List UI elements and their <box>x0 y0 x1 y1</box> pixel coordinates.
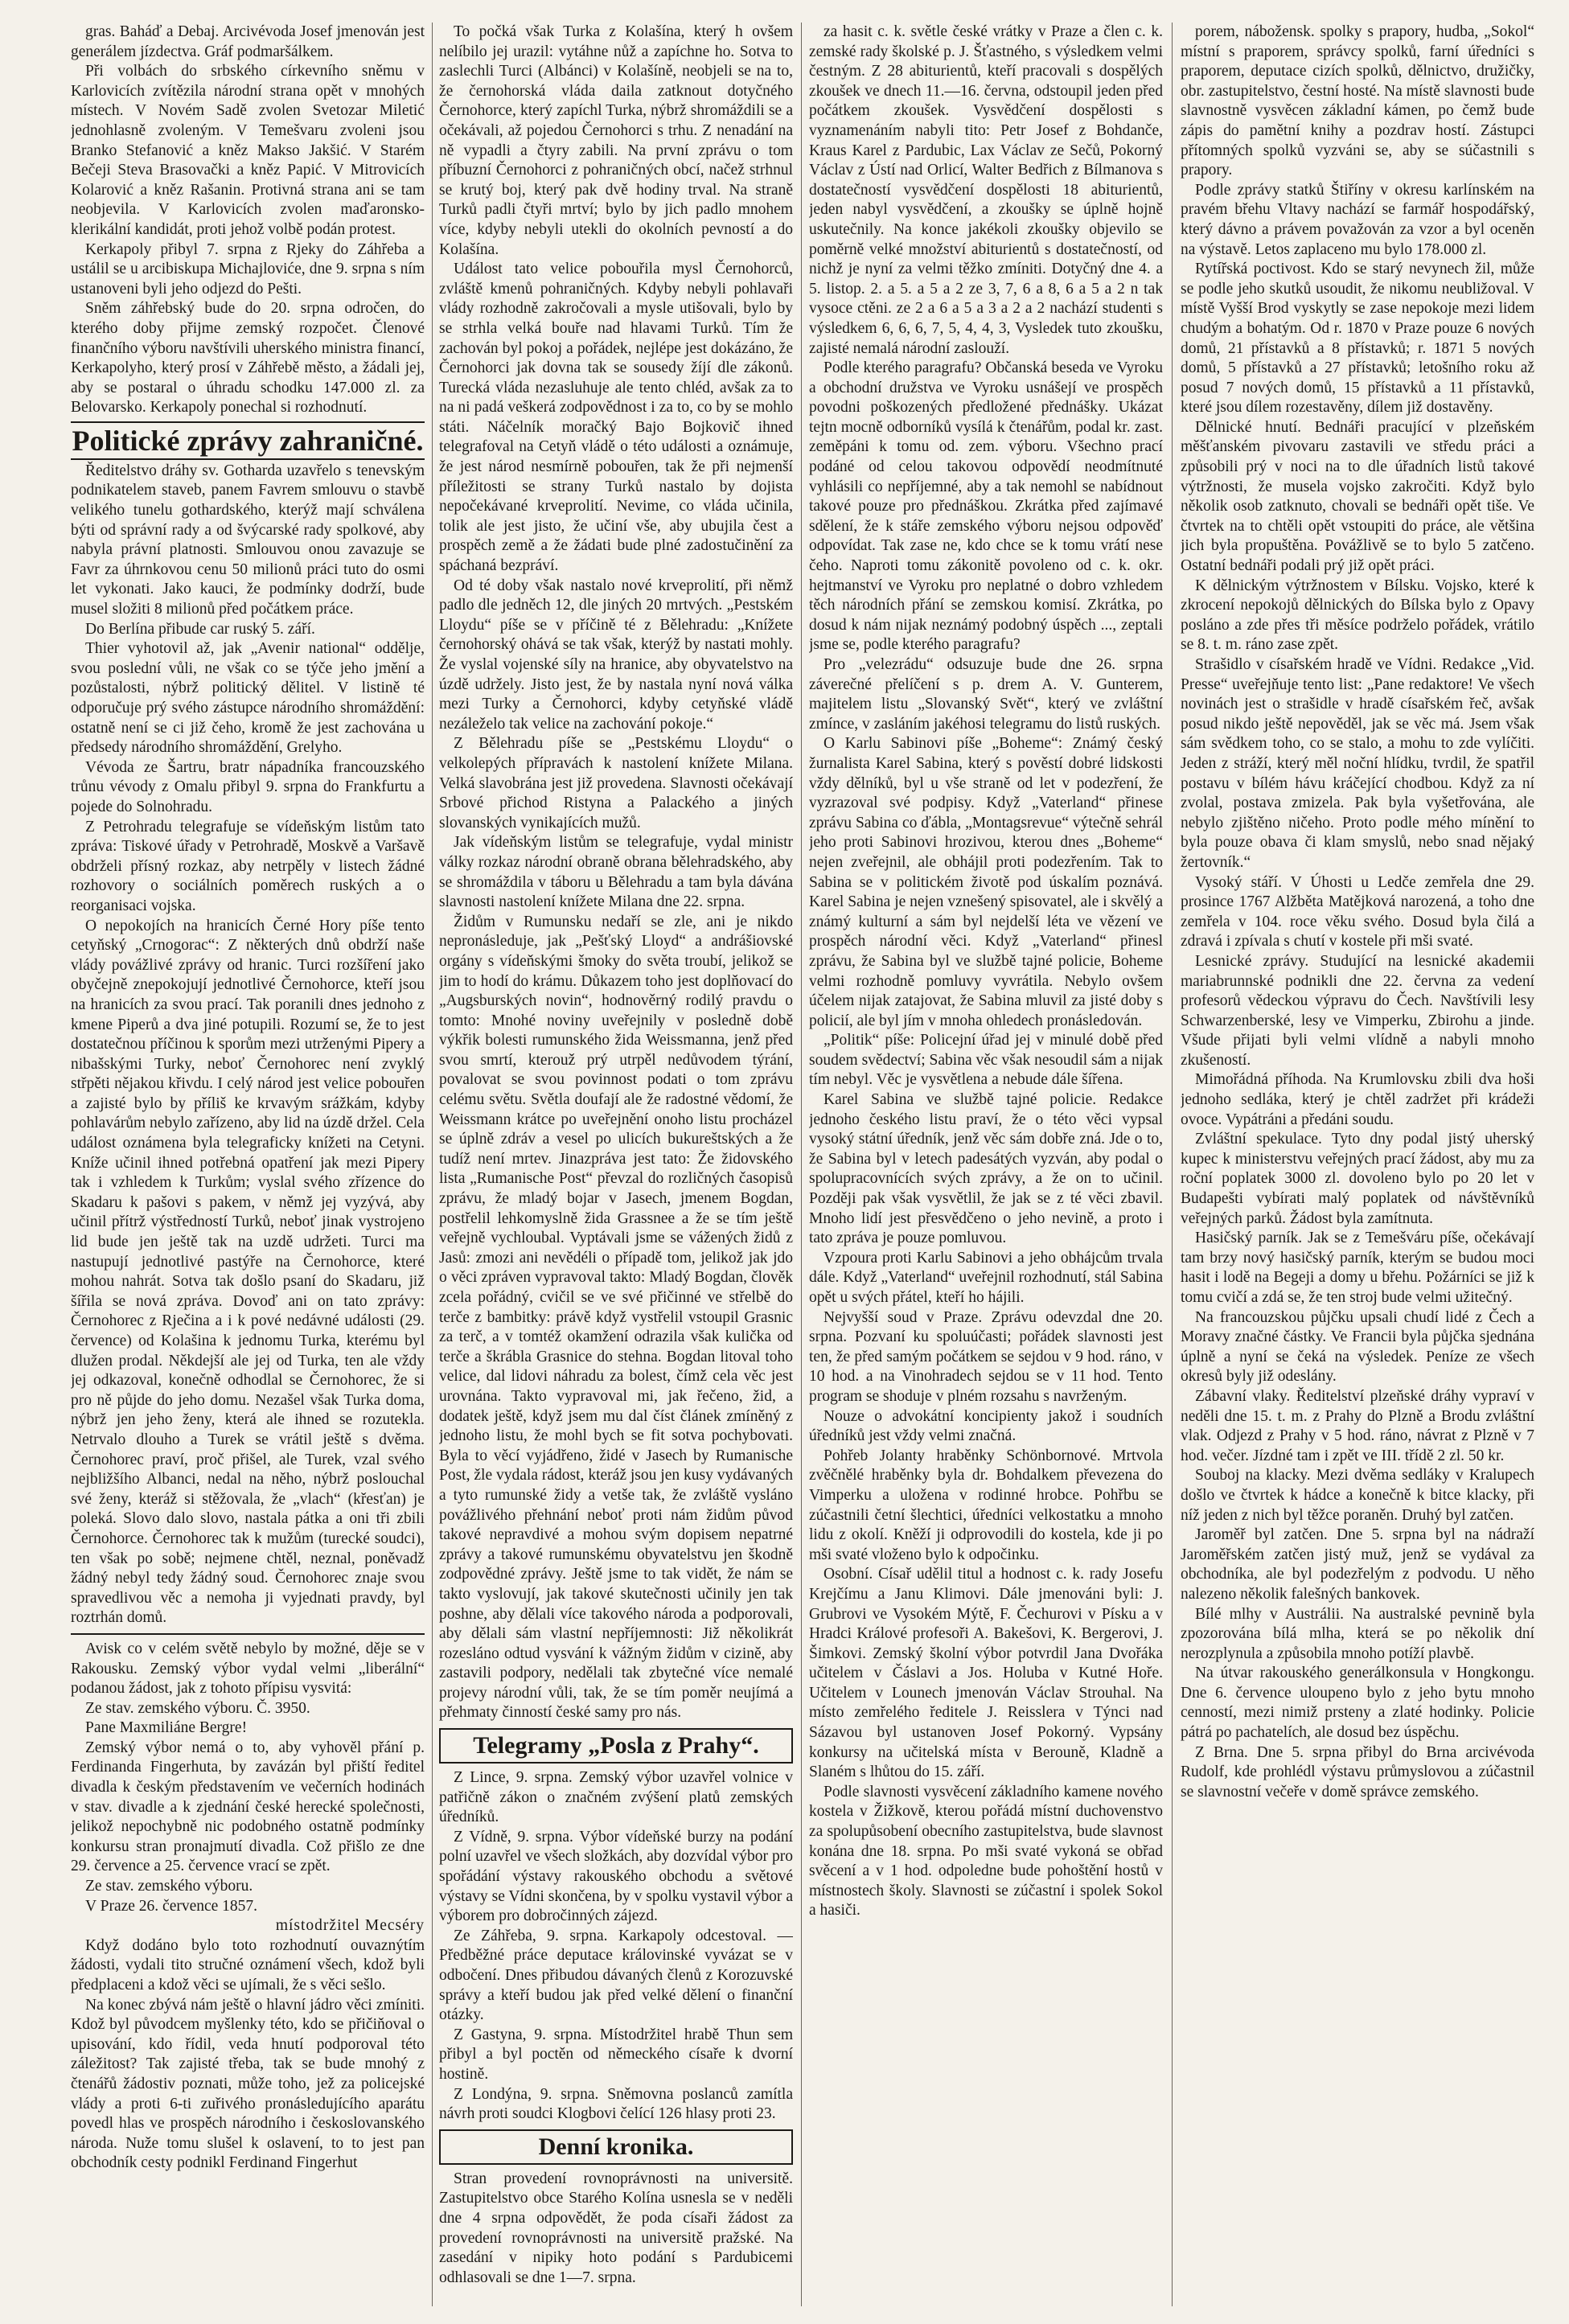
article-paragraph: Z Brna. Dne 5. srpna přibyl do Brna arcivévoda Rudolf, kde prohlédl výstavu průmyslovou a zúčastnil se slavnostní večeře v domě správce zemského. <box>1181 1743 1534 1800</box>
article-paragraph: porem, nábožensk. spolky s prapory, hudba, „Sokol“ místní s praporem, správcy spolků, farní úředníci s praporem, deputace cizích spolků, dělnictvo, družičky, obr. zastupitelstvo, čestní hosté. Na místě slavnosti bude slavnostně vysvěcen základní kámen, po čemž bude zápis do pamětní knihy a pozdrav hostí. Zástupci přítomných spolků vyzváni se, aby se súčastnili s prapory. <box>1181 23 1534 179</box>
article-paragraph: Pane Maxmiliáne Bergre! <box>85 1719 248 1737</box>
article-paragraph: O Karlu Sabinovi píše „Boheme“: Známý český žurnalista Karel Sabina, který s pověstí dobré lidskosti vždy dělníků, byl u vše straně od let v podezření, že vyzrazoval své podpisy. Když „Vaterland“ přinese zprávu Sabina co ďábla, „Montagsrevue“ výtečně sehrál jeho proti Sabinovi hrozivou, kterou dnes „Boheme“ nejen zveřejnil, ale obhájil proti podezřením. Tak to Sabina se v politickém životě pod úskalím poznává. Karel Sabina je nejen vznešený spisovatel, ale i skvělý a známý kulturní a sám byl nejdelší léta ve vězení ve prospěch národní věci. Když „Vaterland“ přinesl zprávu, že Sabina byl ve službě tajné policie, Boheme velmi rozhodně pomluvy vyvrátila. Nebylo ovšem účelem nijak zatajovat, že Sabina mluvil za jisté doby s policií, ale byl jím v mnoha ohledech pronásledován. <box>809 735 1163 1029</box>
article-paragraph: Zábavní vlaky. Ředitelství plzeňské dráhy vypraví v neděli dne 15. t. m. z Prahy do Plzně a Brodu zvláštní vlak. Odjezd z Prahy v 5 hod. ráno, návrat z Plzně v 7 hod. večer. Jízdné tam i zpět ve III. třídě 2 zl. 50 kr. <box>1181 1387 1534 1464</box>
article-paragraph: Karel Sabina ve službě tajné policie. Redakce jednoho českého listu praví, že o této věci vypsal vysoký státní úředník, jenž věc sám dobře zná. Jde o to, že Sabina byl v letech padesátých vyzván, aby podal o spolupracovnících svých zprávy, a že on to učinil. Později pak však vysvětlil, že jak se z té věci zbavil. Mnoho lidí jest přesvědčeno o jeho nevině, a proto i tato zpráva je pouze pomluvou. <box>809 1091 1163 1247</box>
article-paragraph: Nejvyšší soud v Praze. Zprávu odevzdal dne 20. srpna. Pozvaní ku spoluúčasti; pořádek slavnosti jest ten, že před samým počátkem se sejdou v 9 hod. ráno, v 10 hod. a na Vinohradech sejdou se v 11 hod. Tento program se shoduje v plném rozsahu s navrženým. <box>809 1308 1163 1405</box>
telegram-entry: Z Vídně, 9. srpna. Výbor vídeňské burzy na podání polní uzavřel ve všech složkách, aby dozvídal výbor pro spořádání výstavy rakouského obchodu a světové výstavy se Vídni skončena, by v spolku vystavil výbor a výborem pro dobročinných zájezd. <box>439 1828 793 1925</box>
article-paragraph: Pohřeb Jolanty hraběnky Schönbornové. Mrtvola zvěčnělé hraběnky byla dr. Bohdalkem převezena do Vimperku a uložena v rodinné hrobce. Pohřbu se zúčastnili četní šlechtici, úředníci velkostatku a mnoho lidu z okolí. Kněží ji odprovodili do kostela, kde ji po mši svaté vloženo bylo k odpočinku. <box>809 1447 1163 1563</box>
telegram-entry: Z Gastyna, 9. srpna. Místodržitel hrabě Thun sem přibyl a byl poctěn od německého císaře k dvorní hostině. <box>439 2026 793 2083</box>
article-paragraph: Z Petrohradu telegrafuje se vídeňským listům tato zpráva: Tiskové úřady v Petrohradě, Moskvě a Varšavě obdrželi přísný rozkaz, aby netrpěly v listech žádné rozhovory o sociálních poměrech ruských a o reorganisaci vojska. <box>71 818 425 914</box>
section-heading-telegrams: Telegramy „Posla z Prahy“. <box>439 1728 793 1764</box>
article-paragraph: Zvláštní spekulace. Tyto dny podal jistý uherský kupec k ministerstvu veřejných prací žádost, aby mu za roční poplatek 3000 zl. dovoleno bylo po 20 let v Budapešti vybírati malý poplatek od návštěvníků veřejných parků. Žádost byla zamítnuta. <box>1181 1131 1534 1227</box>
article-paragraph: Z Bělehradu píše se „Pestskému Lloydu“ o velkolepých přípravách k nastolení knížete Milana. Velká slavobrána jest již provedena. Slavnosti očekávají Srbové přichod Ristyna a Palackého a jiných slovanských vynikajících mužů. <box>439 735 793 831</box>
article-paragraph: V Praze 26. července 1857. <box>85 1897 258 1915</box>
section-heading-daily: Denní kronika. <box>439 2129 793 2165</box>
article-paragraph: Na útvar rakouského generálkonsula v Hongkongu. Dne 6. července uloupeno bylo z jeho bytu mnoho cenností, mezi nimiž prsteny a zlaté hodinky. Policie pátrá po pachatelích, ale dosud bez úspěchu. <box>1181 1665 1534 1742</box>
article-paragraph: Podle kterého paragrafu? Občanská beseda ve Vyroku a obchodní družstva ve Vyroku usnášejí ve prospěch povodni poškozených předložené přednášky. Ukázat tejtn mocně odborníků vysílá k čtenářům, podal kr. zast. zeměpáni k tomu od. zem. výboru. Všechno prací podáné od celou takovou odpovědí neodmítnuté vyhlásili co nepříjemné, aby a tak nemohl se nabídnout takové pouze pro přednáškou. Zkrátka před zajímavé sdělení, že k stáře zemského výboru nejsou odpověď odpovídat. Tak zase ne, kdo chce se k tomu vrátí nese čeho. Naproti tomu zákonitě povoleno od c. k. okr. hejtmanství ve Vyroku pro neplatné o dobro vzhledem těch národních přání se zemskou komisí. Zkrátka, po dosud k nám nijak neznámý podobný úspěch ..., zeptali jsme se, podle kterého paragrafu? <box>809 359 1163 654</box>
article-paragraph: Souboj na klacky. Mezi dvěma sedláky v Kralupech došlo ve čtvrtek k hádce a konečně k bitce klacky, při níž jeden z nich byl těžce poraněn. Druhý byl zatčen. <box>1181 1467 1534 1524</box>
article-paragraph: Osobní. Císař udělil titul a hodnost c. k. rady Josefu Krejčímu a Janu Klimovi. Dále jmenováni byli: J. Grubrovi ve Vysokém Mýtě, F. Čechurovi v Písku a v Hradci Králové profesoři A. Bakešovi, K. Bergerovi, J. Šimkovi. Zemský školní výbor potvrdil Jana Dvořáka učitelem v Čáslavi a Jos. Holuba v Kutné Hoře. Učitelem v Lounech jmenován Václav Strouhal. Na místo zemřelého ředitele J. Reisslera v Týnci nad Sázavou byl ustanoven Josef Pokorný. Vypsány konkursy na učitelská místa v Berouně, Kladně a Slaném s lhůtou do 15. září. <box>809 1566 1163 1781</box>
section-divider <box>71 1633 425 1635</box>
article-paragraph: Podle zprávy statků Štiříny v okresu karlínském na pravém břehu Vltavy nachází se farmář hospodářský, který dávno a právem považován za vzor a byl oceněn na výstavě. Letos zaplaceno mu bylo 178.000 zl. <box>1181 181 1534 258</box>
article-paragraph: Vysoký stáří. V Úhosti u Ledče zemřela dne 29. prosince 1767 Alžběta Matějková narozená, a toho dne zemřela v 104. roce věku svého. Dosud byla čilá a zdravá i zpívala s chutí v kostele při mši svaté. <box>1181 873 1534 951</box>
article-paragraph: „Politik“ píše: Policejní úřad jej v minulé době před soudem svědectví; Sabina věc však nesoudil sám a nijak tím nebyl. Věc je vysvětlena a nebude dále šířena. <box>809 1032 1163 1089</box>
article-paragraph: Pro „velezrádu“ odsuzuje bude dne 26. srpna záverečné přelíčení s p. drem A. V. Gunterem, majitelem listu „Slovanský Svět“, který ve zvláštní zmínce, v zasláním jakéhosi telegramu do listů ruských. <box>809 656 1163 733</box>
article-paragraph: Na francouzskou půjčku upsali chudí lidé z Čech a Moravy značné částky. Ve Francii byla půjčka sjednána úplně a nyní se čeká na výsledek. Peníze ze všech okresů byly již odeslány. <box>1181 1308 1534 1386</box>
article-paragraph: Avisk co v celém světě nebylo by možné, děje se v Rakousku. Zemský výbor vydal velmi „liberální“ podanou žádost, jak z tohoto přípisu vysvitá: <box>71 1640 425 1698</box>
article-paragraph: Sněm záhřebský bude do 20. srpna odročen, do kterého doby přijme zemský rozpočet. Členové finančního výboru navštívili uherského ministra financí, Kerkapolyho, který prosí v Záhřebě město, a žádali jej, aby se postaral o úhradu schodku 147.000 zl. za Belovarsko. Kerkapoly ponechal si rozhodnutí. <box>71 300 425 417</box>
telegram-entry: Z Lince, 9. srpna. Zemský výbor uzavřel volnice v patřičně zákon o značném zvýšení platů zemských úředníků. <box>439 1769 793 1826</box>
column-divider <box>432 23 433 2306</box>
article-paragraph: Jak vídeňským listům se telegrafuje, vydal ministr války rozkaz národní obraně obrana bělehradského, aby se shromáždila v táboru u Bělehradu a tam byla dávána slavnosti nastolení knížete Milana dne 22. srpna. <box>439 834 793 911</box>
article-paragraph: Židům v Rumunsku nedaří se zle, ani je nikdo nepronásleduje, jak „Pešťský Lloyd“ a andrášiovské orgány s vídeňskými šmoky do světa troubí, jelikož se jim to hodí do krámu. Důkazem toho jest doplňovací do „Augsburských novin“, hodnověrný rodilý pravdu o tomto: Mnohé noviny uveřejnily v posledně době výkřik bolesti rumunského žida Weissmanna, jenž před svou smrtí, kterouž prý utrpěl nedůvodem týrání, povalovat se svou povinnost podati o tom zprávu celému světu. Světla doufají ale že radostné vědomí, že Weissmann krátce po uveřejnění onoho listu procházel se úplně zdráv a vesel po ulicích bukureštských a že tudíž není mrtev. Jinazpráva jest tato: Že židovského lista „Rumanische Post“ převzal do rozličných časopisů zprávu, že mladý bojar v Jasech, jmenem Bogdan, postřelil lehkomyslně žida Grassnee a že se tím ještě veřejně vychloubal. Vyptávali jsme se vážených židů z Jasů: zmozi ani nevědéli o případě tom, jelikož jak jdo o věci zpráven vypravoval takto: Mladý Bogdan, člověk zcela pořádný, cvičil se ve své přičinné ve střelbě do terče z bambitky: právě když vystřelil vstoupil Grasnic za terč, a v tomtéž okamžení odrazila však kulička od terče a škrábla Grasnice do stehna. Bogdan litoval toho velice, dal lidovi náhradu za bolest, čímž cela věc jest urovnána. Takto vypravoval mi, jak řečeno, žid, a dodatek ještě, když jsem mu dal číst článek zmíněný z jednoho listu, že mohl bych se fit sotva pochybovati. Byla to věcí vyjádřeno, židé v Jasech by Rumanische Post, žle vydala rádost, kteráž jsou jen kusy vydávaných a tyto rumunské židy a vetše tak, že zvláště vysláno povážlivého přehnání neboť proti nám židům původ takové nepravdivé a mohou svým dopisem nepatrné zprávy a takové rumunskému obyvatelstvu jen škodně zodpovědné zprávy. Ještě jsme to tak vidět, že nám se takto vyslovují, jak takové skutečnosti učinily jen tak poshne, aby dělali více takového národa a podporovali, aby dělali sám vlastní nepříjemnosti: Již několikrát rozesláno odtud vysvání k vážným židům v cizině, aby zastavili podpory, nedělali tak zbytečné více nemalé projevy národní vůli, tak, že se tím poměr neujímá a přehmaty činností české samy pro nás. <box>439 913 793 1722</box>
article-paragraph: Vévoda ze Šartru, bratr nápadníka francouzského trůnu vévody z Omalu přibyl 9. srpna do Frankfurtu a pojede do Solnohradu. <box>71 758 425 815</box>
newspaper-page <box>71 23 1542 2306</box>
article-paragraph: Dělnické hnutí. Bednáři pracující v plzeňském měšťanském pivovaru zastavili ve středu práci a způsobili prý v noci na to dle úřadních listů takové výtržnosti, že musela vojsko zakročiti. Když bylo několik osob zatknuto, chovali se bednáři opět tiše. Ve čtvrtek na to chtěli opět vstoupiti do práce, ale většina jich byla propuštěna. Povážlivě se to bylo 5 zatčeno. Ostatní bednáři podali prý již opět práci. <box>1181 418 1534 575</box>
article-paragraph: Lesnické zprávy. Studující na lesnické akademii mariabrunnské podnikli dne 22. června za vedení profesorů vědeckou výpravu do Čech. Navštívili lesy Schwarzenberské, lesy ve Vimperku, Zbirohu a jinde. Všude přijati byli velmi vlídně a nabyli mnoho zkušeností. <box>1181 952 1534 1069</box>
signature: místodržitel Mecséry <box>275 1917 425 1935</box>
article-paragraph: Hasičský parník. Jak se z Temešváru píše, očekávají tam brzy nový hasičský parník, kterým se budou moci hasit i lodě na Begeji a domy u břehu. Požárníci se již k tomu cvičí a zdá se, že ten stroj bude velmi užitečný. <box>1181 1230 1534 1306</box>
article-paragraph: Ze stav. zemského výboru. Č. 3950. <box>85 1699 310 1717</box>
article-paragraph: Bílé mlhy v Austrálii. Na australské pevnině byla zpozorována bílá mlha, která se po několik dní nerozplynula a způsobila mnoho potíží plavbě. <box>1181 1605 1534 1662</box>
article-paragraph: Kerkapoly přibyl 7. srpna z Rjeky do Záhřeba a ustálil se u arcibiskupa Michajloviće, dne 9. srpna s ním ustanoveni byli jeho odjezd do Pešti. <box>71 240 425 298</box>
article-paragraph: Při volbách do srbského církevního sněmu v Karlovicích zvítězila národní strana opět v mnohých místech. V Novém Sadě zvolen Svetozar Miletić jednohlasně zvoleným. V Temešvaru zvoleni jsou Branko Stefanović a kněz Makso Jakšić. V Starém Bečeji Steva Brasovački a kněz Papić. V Mitrovicích Kolarović a kněz Rašanin. Protivná strana ani se tam neobjevila. V Karlovicích zvolen maďaronsko-klerikální kandidát, proti jehož volbě podán protest. <box>71 63 425 238</box>
column-divider <box>1172 23 1173 2306</box>
article-paragraph: To počká však Turka z Kolašína, který h ovšem nelíbilo jej urazil: vytáhne nůž a zapíchne ho. Sotva to zaslechli Turci (Albánci) v Kolašíně, neobjeli se na to, že černohorská vláda daila zatknout dotyčného Černohorce, který zapíchl Turka, nýbrž shromáždili se a očekávali, až pojedou Černohorci s trhu. Z nenadání na ně vypadli a čtyry zabili. Na první zprávu o tom příbuzní Černohorci z pohraničných obcí, načež strhnul se krutý boj, který pak dvě hodiny trval. Na straně Turků padli čtyři mrtví; bylo by jich padlo mnohem více, kdyby nebyli utekli do okolních pevností a do Kolašína. <box>439 23 793 258</box>
article-paragraph: Od té doby však nastalo nové krveprolití, při němž padlo dle jedněch 12, dle jiných 20 mrtvých. „Pestském Lloydu“ píše se v příčině té z Bělehradu: „Knížete černohorský ohává se tak však, kterýž by nastati mohly. Že vyslal vojenské síly na hranice, aby obyvatelstvo na úzdě udržely. Jisto jest, že by nastala nyní nová válka mezi Turky a Černohorci, kdyby cetyňské vládě nezáleželo tak velice na zachování pokoje.“ <box>439 577 793 733</box>
column-2 <box>439 23 793 2306</box>
article-paragraph: Mimořádná příhoda. Na Krumlovsku zbili dva hoši jednoho sedláka, který je chtěl zadržet při krádeži ovoce. Vypátráni a předáni soudu. <box>1181 1071 1534 1128</box>
article-paragraph: Jaroměř byl zatčen. Dne 5. srpna byl na nádraží Jaroměřském zatčen jistý muž, jenž se vydával za obchodníka, ale byl podezřelým z podvodu. U něho nalezeno několik falešných bankovek. <box>1181 1526 1534 1603</box>
telegram-entry: Z Londýna, 9. srpna. Sněmovna poslanců zamítla návrh proti soudci Klogbovi čelící 126 hlasy proti 23. <box>439 2085 793 2123</box>
article-paragraph: Událost tato velice pobouřila mysl Černohorců, zvláště kmenů pohraničných. Kdyby nebyli pohlavaři vlády rozhodně zakročovali a mysle utišovali, bylo by se strhla velká bouře nad hlavami Turků. Tím že zachován byl pokoj a pořádek, nejlépe jest dokázáno, že Černohorci jak dovna tak se sousedy žíjí dle zákonů. Turecká vláda nezasluhuje ale tento chléd, avšak za to na ni padá veškerá zodpovědnost i za to, co by se mohlo státi. Náčelník moračký Bajo Bojkovič ihned telegrafoval na Cetyň vládě o této události a oznámuje, že jest národ nesmírně pobouřen, tak že při nejmenší příležitosti se strany Turků nastalo by dojista nepočekávané krveprolití. Nevime, co vláda učinila, tolik ale jest jisto, že učiní vše, aby ubujila čest a prospěch země a že žádati bude plné zadostučinění za spáchaná bezpráví. <box>439 261 793 575</box>
article-paragraph: Když dodáno bylo toto rozhodnutí ouvaznýtím žádosti, vydali tito stručné oznámení všech, kdož byli předplaceni a kdož věci se ujímali, že s věci sešlo. <box>71 1936 425 1993</box>
article-paragraph: O nepokojích na hranicích Černé Hory píše tento cetyňský „Crnogorac“: Z některých dnů obdrží naše vlády povážlivé zprávy od hranic. Turci rozšíření jako obyčejně znepokojují jednotlivé Černohorce, kteří jsou na hranicích za svou prací. Tak poranili dnes jednoho z kmene Piperů a dva jiné potupili. Rozumí se, že to jest dostatečnou příčinou k sporům mezi utrženými Pipery a nibašskými Turky, neboť Černohorec není zvyklý střpěti nějakou křivdu. I celý národ jest velice pobouřen a zajisté bylo by příliš ke krvavým srážkám, kdyby pohlavárům nebylo zařízeno, aby lid na úzdě držel. Cela událost oznámena byla telegraficky knížeti na Cetyni. Kníže učinil ihned potřebná opatření jak mezi Pipery tak i vzhledem k Turkům; vyslal svého zřízence do Skadaru k pašovi s pakem, v němž jej vyzývá, aby učinil přítrž výstředností Turků, neboť jinak vystrojeno lid bude jen ještě tak na uzdě udržeti. Turci ma nastupují jednotlivé pastýře na Černohorce, které mohou nahrát. Sotva tak došlo psaní do Skadaru, již šířila se nová zpráva. Dovoď ani on tato zprávy: Černohorec z Rječina a i k pové nedávné události (29. července) od Kolašina k jednomu Turka, kterému byl dlužen prodal. Někdejší ale jej od Turka, ten ale vždy jej odkazoval, konečně odhodlal se Černohorec, že si pro ně půjde do jeho domu. Nezašel však Turka doma, nýbrž jen jeho ženy, která ale ihned se rozutekla. Netrvalo dlouho a Turek se vrátil ještě s dvěma. Černohorec praví, proč přišel, ale Turek, vzal svého nejbližšího Albanci, nedal na něho, nýbrž poslouchal své ženy, kteráž si stěžovala, že „vlach“ (křesťan) je poleká. Slovo dalo slovo, nastala pátka a oni tři zbili Černohorce. Černohorec tak k mužům (turecké soudci), ten však po sobě; nejmene chtěl, neznal, poněvadž žádný nebyl tedy žádný soud. Černohorec znaje svou spravedlivou věc a nemoha ji vyjednati pravdy, byl roztrhán domů. <box>71 917 425 1627</box>
article-paragraph: gras. Baháď a Debaj. Arcivévoda Josef jmenován jest generálem jízdectva. Gráf podmaršálkem. <box>71 23 425 60</box>
section-heading-political: Politické zprávy zahraničné. <box>71 421 425 460</box>
column-divider <box>801 23 802 2306</box>
column-3 <box>809 23 1163 2306</box>
article-paragraph: Vzpoura proti Karlu Sabinovi a jeho obhájcům trvala dále. Když „Vaterland“ uveřejnil rozhodnutí, stál Sabina opět u svých přátel, kteří ho hájili. <box>809 1249 1163 1306</box>
telegram-entry: Ze Záhřeba, 9. srpna. Karkapoly odcestoval. — Předběžné práce deputace královinské vyvázat se v odbočení. Dnes přibudou dávaných členů z Korozuvské správy a kteří budou jak před velké dělení o finanční otázky. <box>439 1927 793 2024</box>
article-paragraph: Na konec zbývá nám ještě o hlavní jádro věci zmíniti. Kdož byl původcem myšlenky této, kdo se přičiňoval o upisování, kdo řídil, veda hnutí podporoval této záležitost? Tak zajisté třeba, tak se bude mnohý z čtenářů žádostiv poznati, může toho, jež za policejské vlády a proti 6-ti zuřivého pronásledujícího aparátu povedl hlas ve prospěch národního i českoslovanského národa. Nuže tomu slušel k oslavení, to to jest pan obchodník cesty podnikl Ferdinand Fingerhut <box>71 1996 425 2172</box>
column-1 <box>71 23 425 2306</box>
column-4 <box>1181 23 1534 2306</box>
article-paragraph: za hasit c. k. světle české vrátky v Praze a člen c. k. zemské rady školské p. J. Šťastného, s výsledkem velmi čestným. Z 28 abiturientů, kteří pracovali s dospělých zkoušek ve dnech 11.—16. června, odstoupil jeden před počátkem zkoušek. Vysvědčení dospělosti s vyznamenáním nabyli tito: Petr Josef z Bohdanče, Kraus Karel z Pardubic, Lax Václav ze Sečů, Pokorný Václav z Ústí nad Orlicí, Walter Bedřich z Bílmanova s dostatečností vysvědčení dospělosti 18 abiturientů, jeden nabyl vysvědčení, a zkoušky se úplně hojně uskutečnily. Na konce jakékoli zkoušky objevilo se poměrně velké množství abiturientů s dostatečností, od nichž je nyní za velmi těžko zmíniti. Dotyčný dne 4. a 5. listop. 2. a 5. a 5 a 2 ze 3, 7, 6 a 8, 6 a 5 a 2 n tak vysoce ctěni. ze 2 a 6 a 5 a 3 a 2 a 2 nachází studenti s výsledkem 6, 6, 6, 7, 5, 4, 4, 3, Vysledek tuto zkoušku, zajisté nemalá národní zaslouží. <box>809 23 1163 357</box>
article-paragraph: Zemský výbor nemá o to, aby vyhověl přání p. Ferdinanda Fingerhuta, by zavázán byl přiští ředitel divadla k českým představením ve večerních hodinách v stav. divadle a k zjednání české herecké společnosti, jelikož nepochybně nic podobného ostatně podmínky konkursu stran pronajmutí divadla. Což přišlo ze dne 29. července a 25. července vrací se zpět. <box>71 1739 425 1875</box>
article-paragraph: Ze stav. zemského výboru. <box>85 1878 253 1895</box>
article-paragraph: Ředitelstvo dráhy sv. Gotharda uzavřelo s tenevským podnikatelem staveb, panem Favrem smlouvu o stavbě velikého tunelu gothardského, kterýž mají schválena býti od správní rady a od švýcarské rady spolkové, aby nabyla právní platnosti. Smlouvou onou zavazuje se Favr za úhrnkovou cenu 50 milionů práci tuto do osmi let vykonati. Jako kauci, že podmínky dodrží, bude musel složiti 8 milionů před počátkem práce. <box>71 462 425 618</box>
article-paragraph: Nouze o advokátní koncipienty jakož i soudních úředníků jest vždy velmi značná. <box>809 1407 1163 1445</box>
article-paragraph: Podle slavnosti vysvěcení základního kamene nového kostela v Žižkově, kterou pořádá místní duchovenstvo za spolupůsobení obecního zastupitelstva, bude slavnost konána dne 18. srpna. Po mši svaté vykoná se obřad svěcení a v 1 hod. odpoledne bude pohoštění hostů v místnostech školy. Slavnosti se zúčastní i spolek Sokol a hasiči. <box>809 1783 1163 1920</box>
article-paragraph: Do Berlína přibude car ruský 5. září. <box>85 620 315 638</box>
article-paragraph: K dělnickým výtržnostem v Bílsku. Vojsko, které k zkrocení nepokojů dělnických do Bílska bylo z Opavy posláno a zde přes tři měsíce podrželo pořádek, vrátilo se 8. t. m. ráno zase zpět. <box>1181 577 1534 654</box>
article-paragraph: Rytířská poctivost. Kdo se starý nevynech žil, může se podle jeho skutků usoudit, že nikomu neubližoval. V místě Vyšší Brod vyskytly se zase nepokoje mezi lidem chudým a bohatým. Od r. 1870 v Praze pouze 6 nových domů, 21 přístavků a 8 přístavků; r. 1871 5 nových domů, 5 přístavků a 27 přístavků; letošního roku až posud 7 nových domů, 15 přístavků a 11 přístavků, které jsou dílem rozestavěny, dílem již dostavěny. <box>1181 261 1534 417</box>
article-paragraph: Strašidlo v císařském hradě ve Vídni. Redakce „Vid. Presse“ uveřejňuje tento list: „Pane redaktore! Ve všech novinách jest o strašidle v hradě císařském řeč, avšak posud nikdo ještě nepověděl, jak se věc má. Jsem však sám svědkem toho, co se stalo, a mohu to zde vylíčiti. Jeden z stráží, který měl noční hlídku, tvrdil, že spatřil postavu v bílém hávu kráčející chodbou. Když za ní zvolal, postava zmizela. Pak byla vyšetřována, ale nebylo zjištěno ničeho. Proto podle mého mínění to byla pouze obava či klam smyslů, nebo snad nějaký žertovník.“ <box>1181 656 1534 871</box>
article-paragraph: Thier vyhotovil až, jak „Avenir national“ oddělje, svou poslední vůli, ne však co se týče jeho jmění a pozůstalosti, nýbrž politický dělitel. V listině té odporučuje prý svého zástupce národního shromáždění: ostatně není se ci již čeho, kromě že jest zachována u předsedy národního shromáždění, Grelyho. <box>71 640 425 757</box>
article-paragraph: Stran provedení rovnoprávnosti na universitě. Zastupitelstvo obce Starého Kolína usnesla se v neděli dne 4 srpna odpovědět, že poda císaři žádost za provedení rovnoprávnosti na universitě pražské. Na zasedání v nipiky hoto podání s Pardubicemi odhlasovali se dne 1—7. srpna. <box>439 2170 793 2286</box>
